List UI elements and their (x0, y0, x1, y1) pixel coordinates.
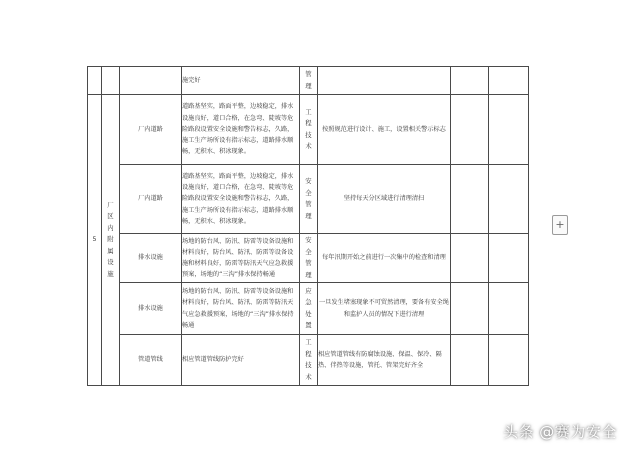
table-cell (489, 283, 529, 335)
measure-cell: 按照规范进行设计、施工，设置相关警示标志 (318, 95, 451, 165)
table-row (88, 234, 529, 283)
measure-cell: 一旦发生堵塞现象不可贸然清理，要备有安全绳和监护人员的情况下进行清理 (318, 283, 451, 335)
table-cell (451, 95, 489, 165)
dept-cell (300, 234, 318, 283)
standard-cell: 相应管道管线防护完好 (182, 335, 300, 386)
item-cell: 排水设施 (120, 283, 182, 335)
table-row (88, 165, 529, 234)
dept-text: 应急处置 (305, 286, 312, 329)
table-cell (451, 335, 489, 386)
dept-cell (300, 335, 318, 386)
standard-cell: 场地的防台风、防汛、防雷等设备设施和材料良好，防台风、防汛、防雷等设备设施和材料良好，防雷等防汛天气应急救援预案，场地的“三沟”排水保持畅通 (182, 234, 300, 283)
table-cell (451, 234, 489, 283)
hazard-control-table (87, 66, 529, 386)
table-row (88, 283, 529, 335)
table-cell (102, 67, 120, 95)
dept-text: 安全管理 (305, 177, 312, 220)
item-cell (120, 67, 182, 95)
table-cell (451, 165, 489, 234)
table-cell (489, 67, 529, 95)
table-cell (489, 165, 529, 234)
item-cell: 厂内道路 (120, 95, 182, 165)
standard-cell: 道路基坚实，路面平整，边坡稳定，排水设施良好，道口合格，在急弯、陡坡等危险路段设置安全设施和警告标志，久路，施工生产场所设有指示标志，道路排水顺畅，无积水、积冰现象。 (182, 95, 300, 165)
standard-cell: 施完好 (182, 67, 300, 95)
dept-cell (300, 95, 318, 165)
seq-no-cell: 5 (88, 95, 102, 386)
item-cell: 管道管线 (120, 335, 182, 386)
dept-cell (300, 67, 318, 95)
dept-text: 管理 (305, 70, 312, 90)
table-row (88, 95, 529, 165)
add-table-row-button[interactable]: + (552, 215, 568, 235)
measure-cell: 坚持每天分区域进行清理清扫 (318, 165, 451, 234)
dept-text: 工程技术 (305, 107, 312, 150)
table-cell (489, 95, 529, 165)
measure-cell: 相应管道管线有防腐蚀设施、保温、保冷、隔热、伴热等设施，管托、管架完好齐全 (318, 335, 451, 386)
measure-cell (318, 67, 451, 95)
table-cell (489, 335, 529, 386)
dept-text: 安全管理 (305, 236, 312, 279)
dept-text: 工程技术 (305, 338, 312, 381)
item-cell: 排水设施 (120, 234, 182, 283)
table-row (88, 335, 529, 386)
table-cell (451, 67, 489, 95)
source-watermark: 头条 @赛为安全 (503, 423, 617, 441)
item-cell: 厂内道路 (120, 165, 182, 234)
section-cell (102, 95, 120, 386)
standard-cell: 场地的防台风、防汛、防雷等设备设施和材料良好，防台风、防汛、防雷等防汛天气应急救援预案，场地的“三沟”排水保持畅通 (182, 283, 300, 335)
dept-cell (300, 165, 318, 234)
measure-cell: 每年汛期开始之前进行一次集中的检查和清理 (318, 234, 451, 283)
table-cell (451, 283, 489, 335)
table-row (88, 67, 529, 95)
section-text: 厂区内附属设施 (107, 200, 114, 278)
table-cell (489, 234, 529, 283)
table-cell (88, 67, 102, 95)
standard-cell: 道路基坚实，路面平整，边坡稳定，排水设施良好，道口合格，在急弯、陡坡等危险路段设置安全设施和警告标志，久路，施工生产场所设有指示标志，道路排水顺畅，无积水、积冰现象。 (182, 165, 300, 234)
dept-cell (300, 283, 318, 335)
